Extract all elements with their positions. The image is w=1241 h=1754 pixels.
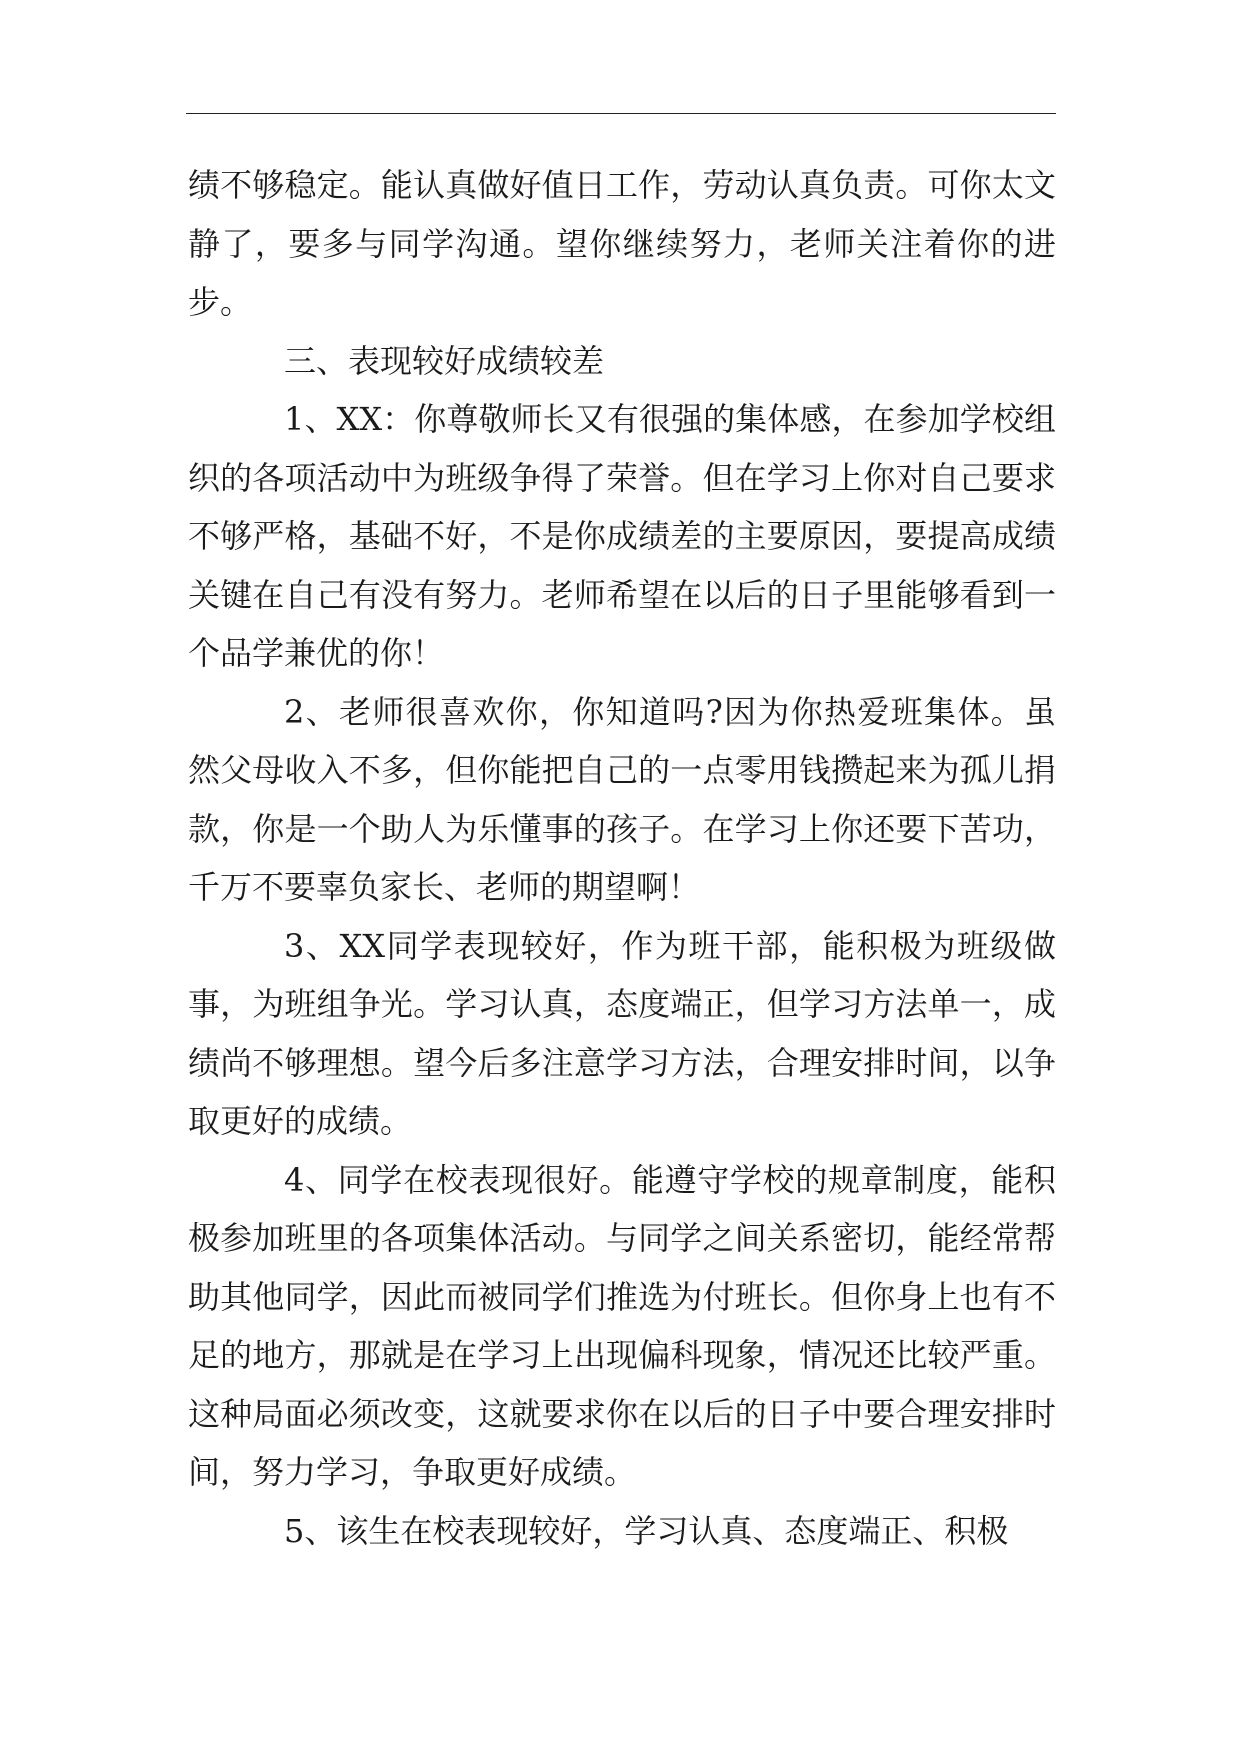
paragraph-continuation: 绩不够稳定。能认真做好值日工作，劳动认真负责。可你太文静了，要多与同学沟通。望你继续努力，老师关注着你的进步。 — [188, 166, 1056, 321]
header-rule — [186, 113, 1056, 114]
document-body — [188, 156, 1056, 1560]
comment-paragraph-2: 2、老师很喜欢你，你知道吗?因为你热爱班集体。虽然父母收入不多，但你能把自己的一点零用钱攒起来为孤儿捐款，你是一个助人为乐懂事的孩子。在学习上你还要下苦功，千万不要辜负家长、老师的期望啊！ — [188, 692, 1056, 906]
comment-paragraph-4: 4、同学在校表现很好。能遵守学校的规章制度，能积极参加班里的各项集体活动。与同学之间关系密切，能经常帮助其他同学，因此而被同学们推选为付班长。但你身上也有不足的地方，那就是在学习上出现偏科现象，情况还比较严重。这种局面必须改变，这就要求你在以后的日子中要合理安排时间，努力学习，争取更好成绩。 — [188, 1160, 1056, 1491]
comment-paragraph-3: 3、XX同学表现较好，作为班干部，能积极为班级做事，为班组争光。学习认真，态度端正，但学习方法单一，成绩尚不够理想。望今后多注意学习方法，合理安排时间，以争取更好的成绩。 — [188, 926, 1056, 1140]
comment-paragraph-5: 5、该生在校表现较好，学习认真、态度端正、积极 — [284, 1511, 1009, 1550]
comment-paragraph-1: 1、XX：你尊敬师长又有很强的集体感，在参加学校组织的各项活动中为班级争得了荣誉。但在学习上你对自己要求不够严格，基础不好，不是你成绩差的主要原因，要提高成绩关键在自己有没有努力。老师希望在以后的日子里能够看到一个品学兼优的你！ — [188, 400, 1056, 672]
section-heading: 三、表现较好成绩较差 — [284, 341, 605, 380]
